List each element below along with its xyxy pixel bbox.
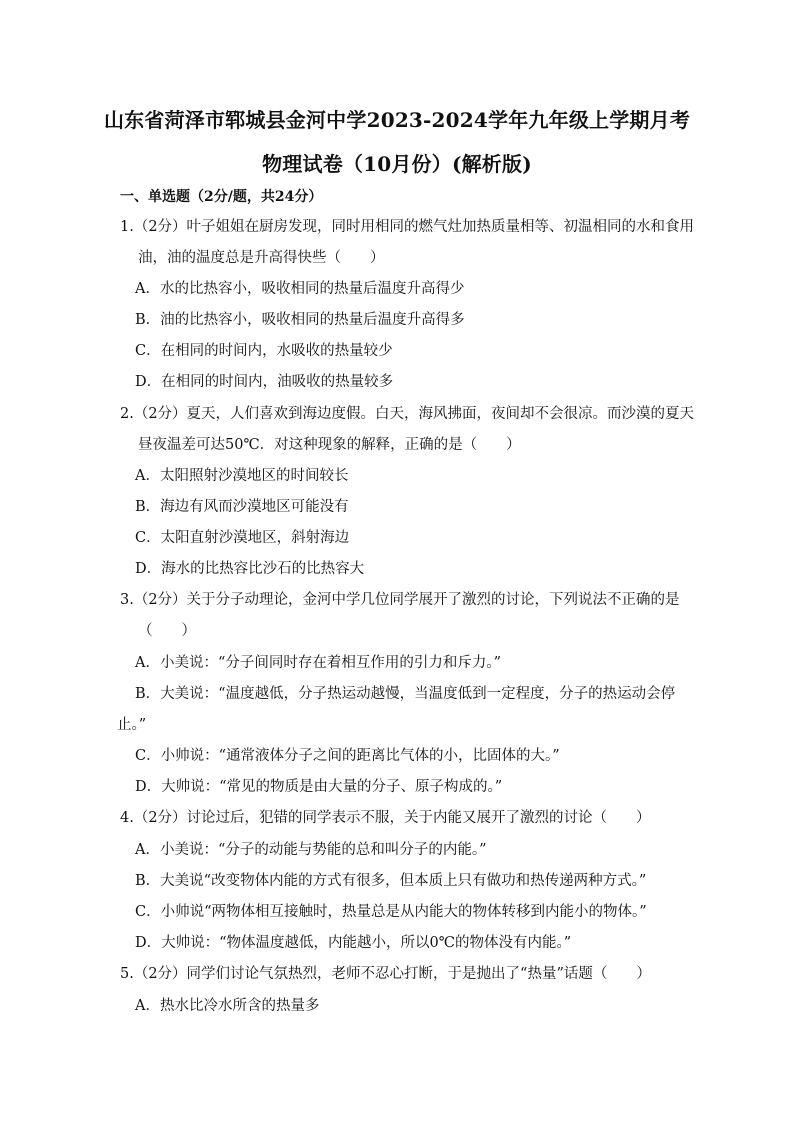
question-2-option-a: A．太阳照射沙漠地区的时间较长: [135, 468, 349, 484]
exam-title-line-2: 物理试卷（10月份）(解析版): [262, 152, 532, 176]
question-5-stem: 5.（2分）同学们讨论气氛热烈，老师不忍心打断，于是抛出了“热量”话题（ ）: [120, 966, 651, 982]
question-4-stem: 4.（2分）讨论过后，犯错的同学表示不服，关于内能又展开了激烈的讨论（ ）: [120, 810, 651, 826]
question-3-option-a: A．小美说：“分子间同时存在着相互作用的引力和斥力。”: [135, 655, 502, 671]
question-1-option-b: B．油的比热容小，吸收相同的热量后温度升高得多: [135, 312, 465, 328]
question-3-option-c: C．小帅说：“通常液体分子之间的距离比气体的小，比固体的大。”: [135, 748, 560, 764]
question-5-option-a: A．热水比冷水所含的热量多: [135, 998, 320, 1014]
question-2-option-b: B．海边有风而沙漠地区可能没有: [135, 499, 349, 515]
question-2-option-d: D．海水的比热容比沙石的比热容大: [135, 561, 365, 577]
question-4-option-d: D．大帅说：“物体温度越低，内能越小，所以0℃的物体没有内能。”: [135, 935, 572, 951]
question-3-option-b: B．大美说：“温度越低，分子热运动越慢，当温度低到一定程度，分子的热运动会停: [135, 686, 676, 702]
question-4-option-c: C．小帅说“两物体相互接触时，热量总是从内能大的物体转移到内能小的物体。”: [135, 904, 647, 920]
question-1-option-a: A．水的比热容小，吸收相同的热量后温度升高得少: [135, 281, 465, 297]
question-4-option-a: A．小美说：“分子的动能与势能的总和叫分子的内能。”: [135, 842, 487, 858]
question-4-option-b: B．大美说“改变物体内能的方式有很多，但本质上只有做功和热传递两种方式。”: [135, 873, 647, 889]
exam-title-line-1: 山东省菏泽市郓城县金河中学2023-2024学年九年级上学期月考: [103, 108, 691, 132]
question-1-option-c: C．在相同的时间内，水吸收的热量较少: [135, 343, 393, 359]
question-3-stem-continued: （ ）: [138, 623, 196, 639]
question-1-stem-continued: 油，油的温度总是升高得快些（ ）: [138, 250, 385, 266]
question-1-stem: 1.（2分）叶子姐姐在厨房发现，同时用相同的燃气灶加热质量相等、初温相同的水和食用: [120, 219, 695, 235]
section-heading: 一、单选题（2分/题，共24分）: [120, 189, 323, 205]
question-3-option-d: D．大帅说：“常见的物质是由大量的分子、原子构成的。”: [135, 779, 503, 795]
question-3-stem: 3.（2分）关于分子动理论，金河中学几位同学展开了激烈的讨论，下列说法不正确的是: [120, 592, 680, 608]
question-2-stem: 2.（2分）夏天，人们喜欢到海边度假。白天，海风拂面，夜间却不会很凉。而沙漠的夏天: [120, 406, 695, 422]
question-1-option-d: D．在相同的时间内，油吸收的热量较多: [135, 374, 394, 390]
question-2-option-c: C．太阳直射沙漠地区，斜射海边: [135, 530, 350, 546]
question-2-stem-continued: 昼夜温差可达50℃．对这种现象的解释，正确的是（ ）: [138, 437, 521, 453]
question-3-option-b-continued: 止。”: [117, 717, 147, 733]
